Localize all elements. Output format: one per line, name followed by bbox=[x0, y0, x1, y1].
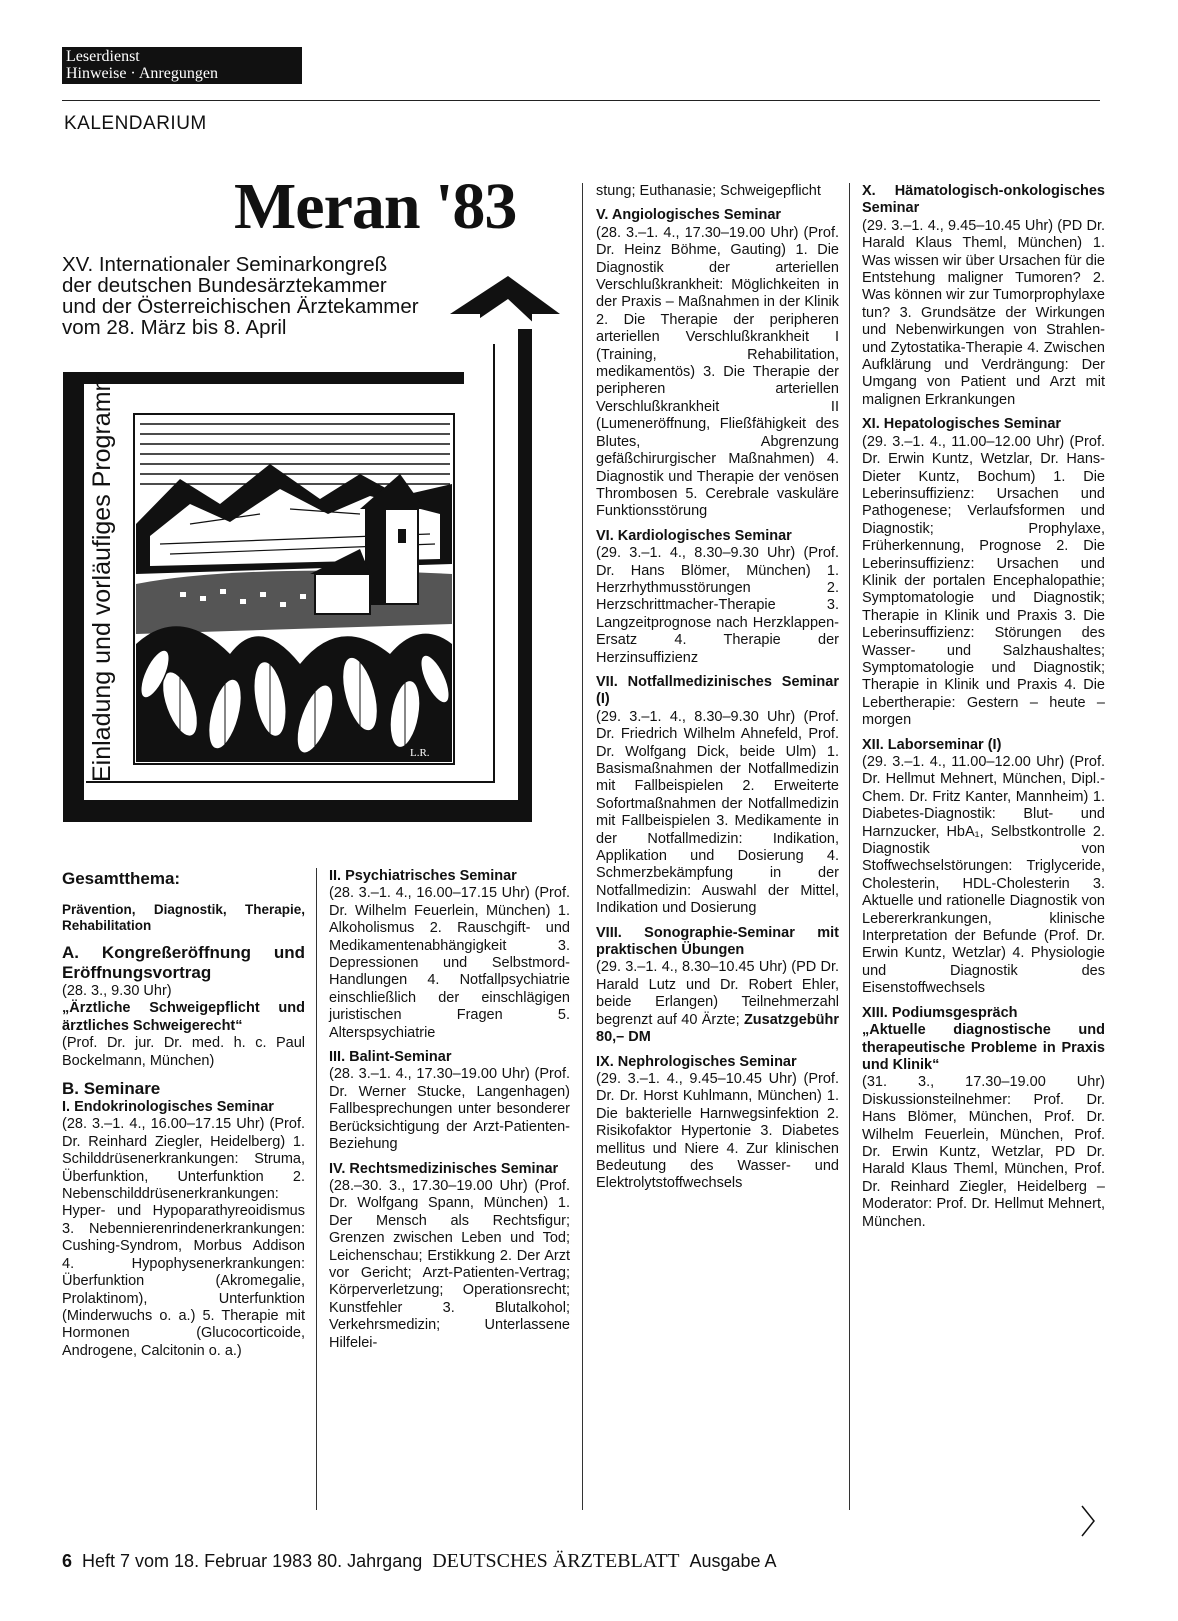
column-rule bbox=[849, 183, 850, 1510]
column-2 bbox=[329, 868, 570, 1352]
section-badge bbox=[62, 47, 302, 84]
seminar-title: I. Endokrinologisches Seminar bbox=[62, 1099, 274, 1116]
seminar-body: (28.–30. 3., 17.30–19.00 Uhr) (Prof. Dr. Wolfgang Spann, München) 1. Der Mensch als Rechtsfigur; Grenzen zwischen Leben und Tod; Leichenschau; Erstikkung 2. Der Arzt vor Gericht; Arzt-Patienten-Vertrag; Körperverletzung; Operationsrecht; Kunstfehler 3. Blutalkohol; Verkehrsmedizin; Unterlassene Hilfelei- bbox=[329, 1177, 570, 1351]
subtitle-line: und der Österreichischen Ärztekammer bbox=[62, 295, 419, 318]
column-rule bbox=[582, 183, 583, 1510]
seminar-body: (28. 3.–1. 4., 17.30–19.00 Uhr) (Prof. Dr. Werner Stucke, Langenhagen) Fallbesprechungen unter besonderer Berücksichtigung der Arzt-Patienten-Beziehung bbox=[329, 1066, 570, 1153]
seminar-body: (29. 3.–1. 4., 9.45–10.45 Uhr) (PD Dr. Harald Klaus Theml, München) 1. Was wissen wir über Ursachen für die Entstehung maligner Tumoren? 2. Was können wir zur Tumorprophylaxe tun? 3. Grundsätze der Wirkungen und Nebenwirkungen von Strahlen- und Zytostatika-Therapie 4. Zwischen Aufklärung und Verdrängung: Der Umgang von Patient und Arzt mit malignen Erkrankungen bbox=[862, 217, 1105, 408]
page-footer bbox=[62, 1550, 777, 1573]
seminar-title: V. Angiologisches Seminar bbox=[596, 207, 782, 224]
issue-info: Heft 7 vom 18. Februar 1983 80. Jahrgang bbox=[82, 1551, 423, 1571]
seminar-title: VI. Kardiologisches Seminar bbox=[596, 527, 792, 544]
page-number: 6 bbox=[62, 1551, 73, 1571]
seminar-title: IX. Nephrologisches Seminar bbox=[596, 1053, 797, 1070]
column-3 bbox=[596, 183, 839, 1193]
surcharge: Zusatzgebühr 80,– DM bbox=[596, 1011, 840, 1046]
seminar-body: (28. 3.–1. 4., 17.30–19.00 Uhr) (Prof. Dr. Heinz Böhme, Gauting) 1. Die Diagnostik der arteriellen Verschlußkrankheit: Möglichkeiten in der Praxis – Maßnahmen in der Klinik 2. Die Therapie der peripheren arteriellen Verschlußkrankheit I (Training, Rehabilitation, medikamentös) 3. Die Therapie der peripheren arteriellen Verschlußkrankheit II (Lumeneröffnung, Fließfähigkeit des Blutes, Abgrenzung gefäßchirurgischer Maßnahmen) 4. Diagnostik und Therapie der venösen Thrombosen 5. Cerebrale vaskuläre Funktionsstörung bbox=[596, 224, 839, 520]
subtitle-line: XV. Internationaler Seminarkongreß bbox=[62, 253, 388, 276]
seminar-title: III. Balint-Seminar bbox=[329, 1049, 452, 1066]
seminar-body: (29. 3.–1. 4., 8.30–9.30 Uhr) (Prof. Dr. Hans Blömer, München) 1. Herzrhythmusstörungen 2. Herzschrittmacher-Therapie 3. Langzeitprognose nach Herzklappen-Ersatz 4. Therapie der Herzinsuffizienz bbox=[596, 545, 839, 666]
seminar-title: VII. Notfallmedizinisches Seminar (I) bbox=[596, 673, 839, 708]
seminar-title: VIII. Sonographie-Seminar mit praktischen Übungen bbox=[596, 924, 839, 959]
continued-arrow-icon bbox=[1080, 1504, 1096, 1538]
seminar-body: (29. 3.–1. 4., 11.00–12.00 Uhr) (Prof. Dr. Erwin Kuntz, Wetzlar, Dr. Hans-Dieter Kuntz, Bochum) 1. Die Leberinsuffizienz: Ursachen und Pathogenese; Verlaufsformen und Diagnostik; Prophylaxe, Früherkennung, Prognose 2. Die Leberinsuffizienz: Ursachen und Klinik der portalen Encephalopathie; Symptomatologie und Diagnostik; Therapie in Klinik und Praxis 3. Die Leberinsuffizienz: Störungen des Wasser- und Salzhaushaltes; Symptomatologie und Diagnostik; Therapie in Klinik und Praxis 4. Die Lebertherapie: Gestern – heute – morgen bbox=[862, 433, 1105, 729]
vertical-label: Einladung und vorläufiges Programm bbox=[88, 370, 116, 782]
seminar-title: XIII. Podiumsgespräch bbox=[862, 1004, 1018, 1021]
column-1 bbox=[62, 868, 305, 1360]
seminar-body-text: (29. 3.–1. 4., 8.30–10.45 Uhr) (PD Dr. Harald Lutz und Dr. Robert Ehler, beide Erlangen) Teilnehmerzahl begrenzt auf 40 Ärzte; bbox=[596, 959, 839, 1028]
opening-talk-speaker: (Prof. Dr. jur. Dr. med. h. c. Paul Bockelmann, München) bbox=[62, 1035, 305, 1069]
section-b-title: B. Seminare bbox=[62, 1079, 161, 1099]
section-a-time: (28. 3., 9.30 Uhr) bbox=[62, 983, 172, 999]
seminar-body: (29. 3.–1. 4., 8.30–9.30 Uhr) (Prof. Dr. Friedrich Wilhelm Ahnefeld, Prof. Dr. Wolfgang Dick, beide Ulm) 1. Basismaßnahmen der Notfallmedizin mit Fallbeispielen 2. Erweiterte Sofortmaßnahmen der Notfallmedizin mit Fallbeispielen 3. Medikamente in der Notfallmedizin: Indikation, Applikation und Dosierung 4. Schmerzbekämpfung in der Notfallmedizin: Auswahl der Mittel, Indikation und Dosierung bbox=[596, 708, 839, 917]
continued-text: stung; Euthanasie; Schweigepflicht bbox=[596, 183, 821, 199]
section-label: KALENDARIUM bbox=[64, 113, 207, 134]
seminar-title: IV. Rechtsmedizinisches Seminar bbox=[329, 1160, 559, 1177]
congress-illustration bbox=[60, 274, 560, 826]
seminar-title: XII. Laborseminar (I) bbox=[862, 736, 1002, 753]
seminar-title: II. Psychiatrisches Seminar bbox=[329, 868, 517, 884]
seminar-title: X. Hämatologisch-onkologisches Seminar bbox=[862, 183, 1105, 217]
overall-theme-text: Prävention, Diagnostik, Therapie, Rehabilitation bbox=[62, 902, 305, 933]
column-rule bbox=[316, 868, 317, 1510]
subtitle-line: der deutschen Bundesärztekammer bbox=[62, 274, 387, 297]
landscape-drawing bbox=[134, 414, 455, 764]
edition: Ausgabe A bbox=[689, 1551, 777, 1571]
seminar-body bbox=[596, 959, 839, 1046]
seminar-body: (28. 3.–1. 4., 16.00–17.15 Uhr) (Prof. Dr. Wilhelm Feuerlein, München) 1. Alkoholismus 2. Rauschgift- und Medikamentenabhängigkeit 3. Depressionen und Selbstmord-Handlungen 4. Notfallpsychiatrie einschließlich der einschlägigen juristischen Fragen 5. Alterspsychiatrie bbox=[329, 885, 570, 1041]
column-4 bbox=[862, 183, 1105, 1231]
seminar-title: XI. Hepatologisches Seminar bbox=[862, 416, 1062, 433]
page-title: Meran '83 bbox=[234, 170, 517, 243]
seminar-body: (28. 3.–1. 4., 16.00–17.15 Uhr) (Prof. Dr. Reinhard Ziegler, Heidelberg) 1. Schilddrüsenerkrankungen: Struma, Überfunktion, Unterfunktion 2. Nebenschilddrüsenerkrankungen: Hyper- und Hypoparathyreoidismus 3. Nebennierenrindenerkrankungen: Cushing-Syndrom, Morbus Addison 4. Hypophysenerkrankungen: Überfunktion (Akromegalie, Prolaktinom), Unterfunktion (Minderwuchs o. a.) 5. Therapie mit Hormonen (Glucocorticoide, Androgene, Calcitonin o. a.) bbox=[62, 1116, 305, 1359]
header-rule bbox=[62, 100, 1100, 101]
magazine-name: DEUTSCHES ÄRZTEBLATT bbox=[432, 1550, 680, 1572]
seminar-body: (29. 3.–1. 4., 11.00–12.00 Uhr) (Prof. Dr. Hellmut Mehnert, München, Dipl.-Chem. Dr. Fritz Kanter, Mannheim) 1. Diabetes-Diagnostik: Blut- und Harnzucker, HbA₁, Selbstkontrolle 2. Diagnostik von Stoffwechselstörungen: Triglyceride, Cholesterin, HDL-Cholesterin 3. Aktuelle und rationelle Diagnostik von Lebererkrankungen, klinische Interpretation der Befunde (Prof. Dr. Erwin Kuntz, Wetzlar) 4. Physiologie und Diagnostik des Eisenstoffwechsels bbox=[862, 754, 1105, 997]
seminar-body: (29. 3.–1. 4., 9.45–10.45 Uhr) (Prof. Dr. Dr. Horst Kuhlmann, München) 1. Die bakterielle Harnwegsinfektion 2. Risikofaktor Hypertonie 3. Diabetes mellitus und Niere 4. Zur klinischen Bedeutung des Wasser- und Elektrolytstoffwechsels bbox=[596, 1070, 839, 1192]
panel-topic: „Aktuelle diagnostische und therapeutische Probleme in Praxis und Klinik“ bbox=[862, 1022, 1105, 1073]
badge-line-2: Hinweise · Anregungen bbox=[66, 65, 218, 82]
badge-line-1: Leserdienst bbox=[66, 48, 140, 65]
seminar-body: (31. 3., 17.30–19.00 Uhr) Diskussionsteilnehmer: Prof. Dr. Hans Blömer, München, Prof. Dr. Wilhelm Feuerlein, München, Prof. Dr. Erwin Kuntz, Wetzlar, PD Dr. Harald Klaus Theml, München, Prof. Dr. Reinhard Ziegler, Heidelberg – Moderator: Prof. Dr. Hellmut Mehnert, München. bbox=[862, 1074, 1105, 1230]
artist-mark: L.R. bbox=[410, 747, 430, 759]
section-a-title: A. Kongreßeröffnung und Eröffnungsvortrag bbox=[62, 943, 305, 982]
subtitle-line: vom 28. März bis 8. April bbox=[62, 316, 287, 339]
opening-talk-title: „Ärztliche Schweigepflicht und ärztliches Schweigerecht“ bbox=[62, 1000, 305, 1034]
overall-theme-label: Gesamtthema: bbox=[62, 869, 181, 888]
